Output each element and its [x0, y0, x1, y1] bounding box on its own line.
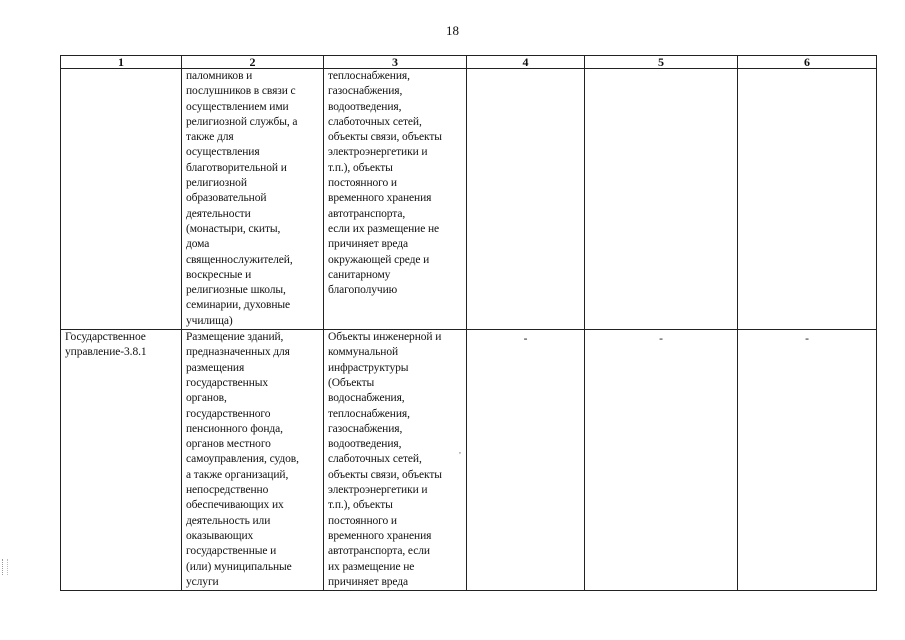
cell-text — [738, 69, 876, 71]
cell-auxiliary-uses — [324, 69, 467, 330]
cell-text — [585, 69, 737, 71]
cell-description — [182, 69, 324, 330]
land-use-table — [60, 55, 877, 591]
header-col-1: 1 — [61, 56, 182, 69]
cell-text — [467, 69, 584, 71]
cell-text: Государственное управление-3.8.1 — [65, 331, 147, 359]
header-col-5: 5 — [585, 56, 738, 69]
scan-margin-marks — [2, 559, 8, 575]
table-row — [61, 330, 877, 591]
header-col-3: 3 — [324, 56, 467, 69]
header-col-4: 4 — [467, 56, 585, 69]
page-number: 18 — [446, 23, 459, 38]
cell-col-5 — [585, 330, 738, 591]
cell-dash: - — [659, 333, 663, 346]
cell-text: Объекты инженерной и коммунальной инфраструктуры (Объекты водоснабжения, теплоснабжения, газоснабжения, водоотведения, слаботочных сетей, объекты связи, объекты электроэнергетики и т.п.), объекты постоянного и временного хранения автотранспорта, если их размещение не причиняет вреда — [328, 331, 442, 588]
cell-land-use-type — [61, 69, 182, 330]
header-col-6: 6 — [738, 56, 877, 69]
cell-text: Размещение зданий, предназначенных для размещения государственных органов, государственного пенсионного фонда, органов местного самоуправления, судов, а также организаций, непосредственно обеспечивающих их деятельность или оказывающих государственные и (или) муниципальные услуги — [186, 331, 299, 588]
cell-text: теплоснабжения, газоснабжения, водоотведения, слаботочных сетей, объекты связи, объекты электроэнергетики и т.п.), объекты постоянного и временного хранения автотранспорта, если их размещение не причиняет вреда окружающей среде и санитарному благополучию — [328, 70, 442, 297]
cell-auxiliary-uses — [324, 330, 467, 591]
cell-col-5 — [585, 69, 738, 330]
cell-dash: - — [805, 333, 809, 346]
header-col-2: 2 — [182, 56, 324, 69]
cell-col-6 — [738, 330, 877, 591]
cell-col-4 — [467, 330, 585, 591]
cell-text: паломников и послушников в связи с осуществлением ими религиозной службы, а также для осуществления благотворительной и религиозной образовательной деятельности (монастыри, скиты, дома священнослужителей, воскресные и религиозные школы, семинарии, духовные училища) — [186, 70, 298, 327]
cell-dash: - — [523, 333, 528, 346]
scan-artifact-mark: , — [459, 446, 461, 455]
table-header-row — [61, 56, 877, 69]
cell-col-6 — [738, 69, 877, 330]
cell-col-4 — [467, 69, 585, 330]
cell-land-use-type — [61, 330, 182, 591]
table-row — [61, 69, 877, 330]
cell-description — [182, 330, 324, 591]
